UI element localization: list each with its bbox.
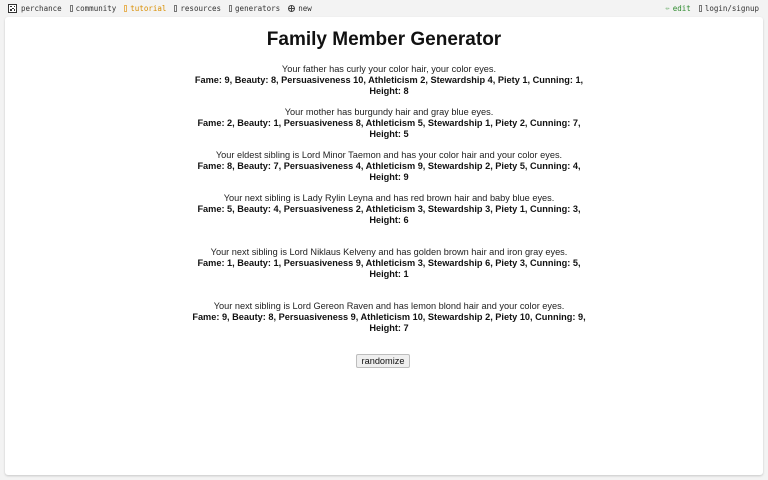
globe-plus-icon — [288, 5, 295, 12]
nav-resources[interactable] — [174, 4, 221, 13]
nav-edit[interactable] — [666, 4, 691, 13]
nav-new[interactable] — [288, 4, 312, 13]
nav-resources-label: resources — [180, 3, 222, 13]
member-stats: Fame: 1, Beauty: 1, Persuasiveness 9, Athleticism 3, Stewardship 6, Piety 3, Cunning: 5, Height: 1 — [197, 258, 581, 279]
nav-tutorial[interactable] — [124, 4, 166, 13]
top-nav-right — [666, 4, 768, 13]
nav-tutorial-label: tutorial — [130, 3, 167, 13]
pencil-icon: ✏ — [665, 4, 670, 12]
member-stats: Fame: 2, Beauty: 1, Persuasiveness 8, Athleticism 5, Stewardship 1, Piety 2, Cunning: 7, Height: 5 — [197, 118, 581, 139]
member-description: Your next sibling is Lord Niklaus Kelveny and has golden brown hair and iron gray eyes. — [210, 247, 568, 257]
member-description: Your next sibling is Lord Gereon Raven and has lemon blond hair and your color eyes. — [213, 301, 565, 311]
tutorial-icon — [124, 5, 127, 12]
member-description: Your eldest sibling is Lord Minor Taemon and has your color hair and your color eyes. — [215, 150, 563, 160]
family-member-sibling-4 — [185, 301, 593, 334]
generator-panel — [5, 17, 763, 475]
family-member-mother — [185, 107, 593, 140]
nav-community-label: community — [75, 3, 117, 13]
member-stats: Fame: 5, Beauty: 4, Persuasiveness 2, Athleticism 3, Stewardship 3, Piety 1, Cunning: 3, Height: 6 — [197, 204, 581, 225]
dice-icon — [8, 4, 17, 13]
nav-login[interactable] — [699, 4, 759, 13]
top-nav-bar — [0, 0, 768, 16]
member-description: Your father has curly your color hair, your color eyes. — [281, 64, 497, 74]
nav-new-label: new — [298, 3, 312, 13]
member-stats: Fame: 9, Beauty: 8, Persuasiveness 10, Athleticism 2, Stewardship 4, Piety 1, Cunning: 1, Height: 8 — [194, 75, 584, 96]
nav-perchance-label: perchance — [21, 3, 62, 13]
family-member-sibling-3 — [185, 247, 593, 280]
family-member-sibling-2 — [185, 193, 593, 226]
member-stats: Fame: 9, Beauty: 8, Persuasiveness 9, Athleticism 10, Stewardship 2, Piety 10, Cunning: 9, Height: 7 — [192, 312, 586, 333]
nav-login-label: login/signup — [704, 3, 759, 13]
nav-perchance[interactable] — [8, 4, 62, 13]
randomize-button[interactable]: randomize — [356, 354, 410, 368]
nav-edit-label: edit — [672, 3, 691, 13]
family-member-eldest-sibling — [185, 150, 593, 183]
login-icon — [699, 5, 702, 12]
member-description: Your mother has burgundy hair and gray blue eyes. — [284, 107, 494, 117]
member-description: Your next sibling is Lady Rylin Leyna and has red brown hair and baby blue eyes. — [223, 193, 555, 203]
nav-community[interactable] — [70, 4, 117, 13]
nav-generators-label: generators — [235, 3, 281, 13]
generators-icon — [229, 5, 232, 12]
family-member-father — [185, 64, 593, 97]
resources-icon — [174, 5, 177, 12]
nav-generators[interactable] — [229, 4, 280, 13]
community-icon — [70, 5, 73, 12]
top-nav-left — [0, 4, 320, 13]
page-title: Family Member Generator — [266, 29, 502, 50]
member-stats: Fame: 8, Beauty: 7, Persuasiveness 4, Athleticism 9, Stewardship 2, Piety 5, Cunning: 4, Height: 9 — [197, 161, 581, 182]
